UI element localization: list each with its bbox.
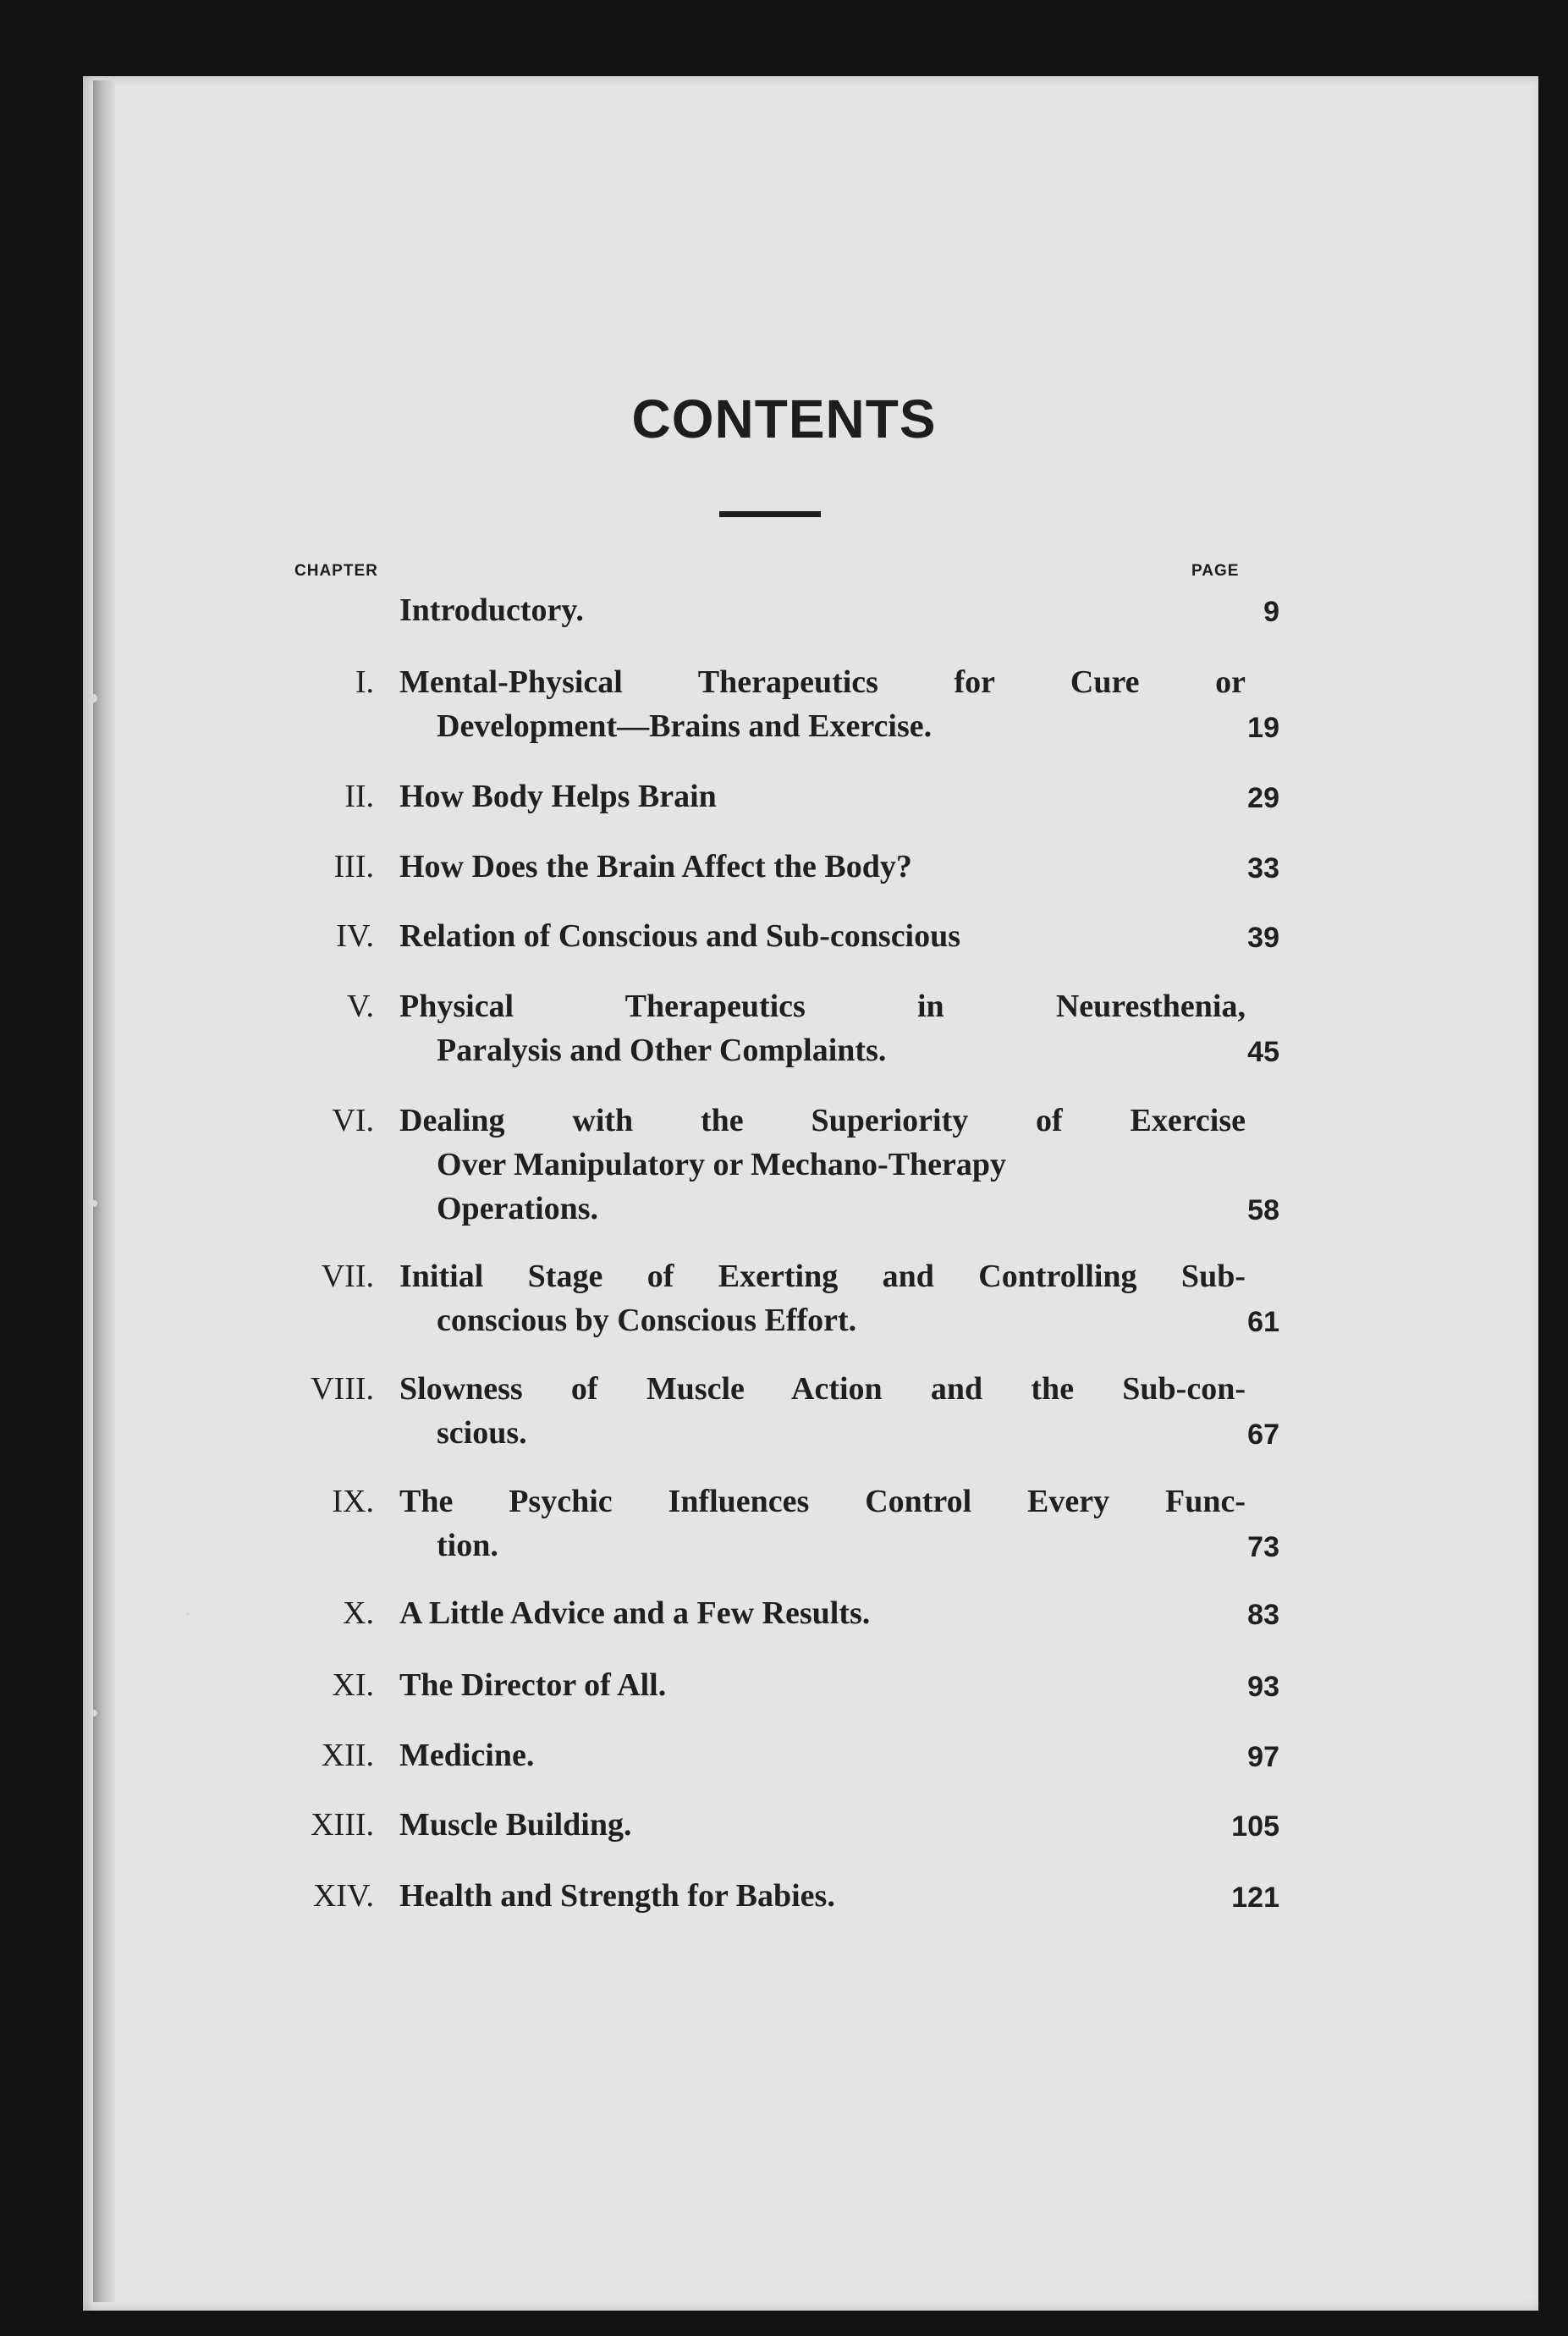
page-number: 97: [1247, 1741, 1279, 1773]
chapter-title-line: Muscle Building.: [399, 1807, 632, 1843]
chapter-title-line: conscious by Conscious Effort.: [437, 1303, 857, 1338]
chapter-title-line: Dealing with the Superiority of Exercise: [399, 1103, 1246, 1138]
page-number: 45: [1247, 1036, 1279, 1068]
chapter-title-line: Paralysis and Other Complaints.: [437, 1033, 887, 1068]
chapter-title-line: Slowness of Muscle Action and the Sub-con-: [399, 1371, 1246, 1407]
chapter-title-line: Medicine.: [399, 1738, 535, 1773]
chapter-title-line: Mental-Physical Therapeutics for Cure or: [399, 664, 1246, 700]
chapter-number: V.: [346, 989, 374, 1024]
page-number: 39: [1247, 922, 1279, 954]
chapter-title: [399, 588, 1246, 632]
page-number: 121: [1231, 1881, 1279, 1914]
chapter-title: [399, 1874, 1246, 1918]
chapter-title-line: tion.: [437, 1528, 498, 1563]
chapter-number: XI.: [332, 1667, 374, 1703]
page-number: 58: [1247, 1194, 1279, 1226]
page-number: 9: [1263, 596, 1279, 628]
chapter-title: [399, 1663, 1246, 1707]
chapter-title: [399, 1367, 1246, 1455]
chapter-title-line: Development—Brains and Exercise.: [437, 708, 933, 744]
chapter-number: II.: [344, 779, 374, 814]
page-number: 105: [1231, 1810, 1279, 1843]
chapter-title-line: A Little Advice and a Few Results.: [399, 1595, 871, 1631]
chapter-number: XIV.: [312, 1878, 374, 1914]
page-number: 73: [1247, 1531, 1279, 1563]
chapter-number: VII.: [321, 1259, 374, 1294]
chapter-title: [399, 1803, 1246, 1847]
page-number: 33: [1247, 852, 1279, 884]
chapter-title-line: Initial Stage of Exerting and Controlling Sub-: [399, 1259, 1246, 1294]
chapter-title-line: Health and Strength for Babies.: [399, 1878, 835, 1914]
chapter-number: IV.: [336, 918, 374, 954]
chapter-title-line: scious.: [437, 1415, 527, 1451]
chapter-title: [399, 914, 1246, 958]
chapter-title: [399, 1479, 1246, 1567]
chapter-number: X.: [343, 1595, 374, 1631]
chapter-title-line: Physical Therapeutics in Neuresthenia,: [399, 989, 1246, 1024]
chapter-title-line: Introductory.: [399, 592, 584, 628]
page-number: 83: [1247, 1599, 1279, 1631]
chapter-title: [399, 984, 1246, 1072]
chapter-title: [399, 1733, 1246, 1777]
chapter-title: [399, 1099, 1246, 1231]
chapter-title: [399, 1591, 1246, 1635]
page-number: 29: [1247, 782, 1279, 814]
chapter-number: XIII.: [311, 1807, 374, 1843]
contents-title: CONTENTS: [631, 388, 937, 449]
chapter-title: [399, 1254, 1246, 1342]
page-number: 93: [1247, 1671, 1279, 1703]
chapter-title: [399, 660, 1246, 748]
chapter-number: III.: [333, 849, 374, 884]
chapter-title-line: How Does the Brain Affect the Body?: [399, 849, 912, 884]
chapter-title: [399, 774, 1246, 818]
page-number: 67: [1247, 1419, 1279, 1451]
chapter-number: VI.: [332, 1103, 374, 1138]
chapter-number: VIII.: [311, 1371, 374, 1407]
chapter-number: I.: [355, 664, 374, 700]
chapter-title-line: Operations.: [437, 1191, 599, 1226]
chapter-column-header: CHAPTER: [294, 562, 378, 580]
chapter-title-line: Over Manipulatory or Mechano-Therapy: [437, 1147, 1007, 1182]
chapter-title-line: The Psychic Influences Control Every Func-: [399, 1484, 1246, 1519]
chapter-number: XII.: [321, 1738, 374, 1773]
page-number: 61: [1247, 1306, 1279, 1338]
chapter-title-line: How Body Helps Brain: [399, 779, 717, 814]
chapter-title-line: The Director of All.: [399, 1667, 667, 1703]
page-column-header: PAGE: [1191, 562, 1240, 580]
chapter-title-line: Relation of Conscious and Sub-conscious: [399, 918, 961, 954]
chapter-number: IX.: [332, 1484, 374, 1519]
title-rule: [719, 511, 821, 517]
chapter-title: [399, 845, 1246, 889]
page-number: 19: [1247, 712, 1279, 744]
